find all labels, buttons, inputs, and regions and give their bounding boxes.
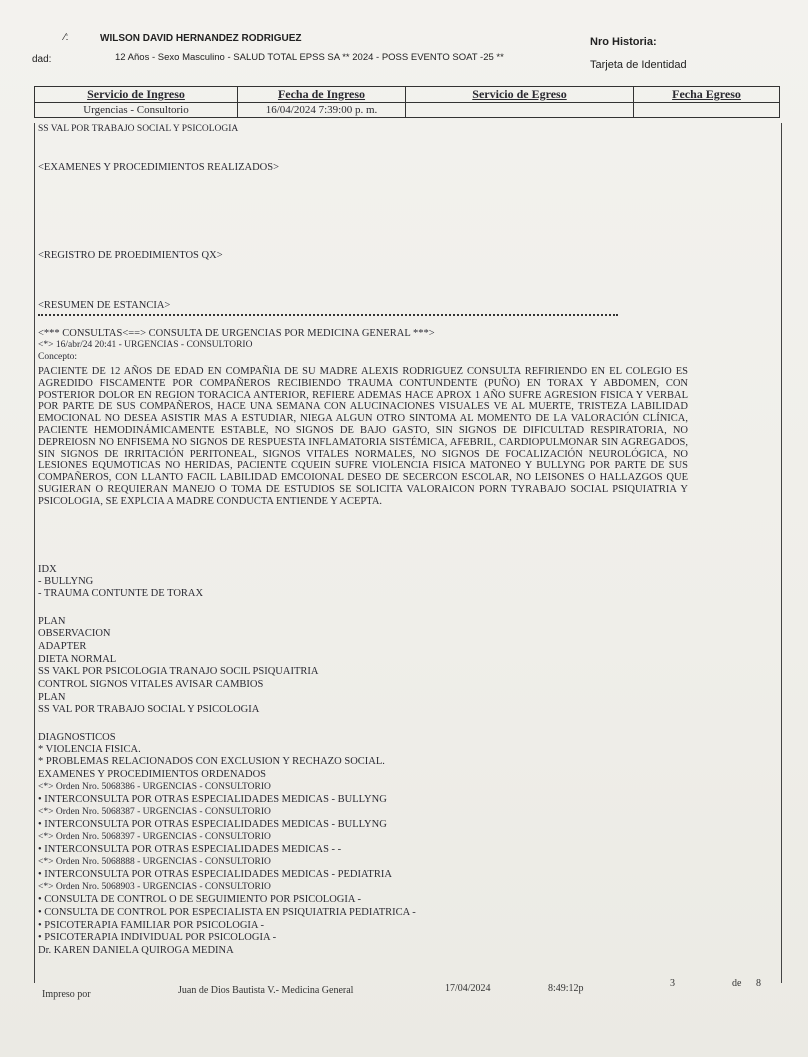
page-number: 3	[670, 978, 675, 989]
patient-name: WILSON DAVID HERNANDEZ RODRIGUEZ	[100, 33, 302, 44]
col-service-out: Servicio de Egreso	[406, 87, 634, 103]
extra-item: • CONSULTA DE CONTROL POR ESPECIALISTA EN PSIQUIATRIA PEDIATRICA -	[38, 907, 416, 918]
idx-item: - TRAUMA CONTUNTE DE TORAX	[38, 588, 204, 599]
registry-heading: <REGISTRO DE PROEDIMIENTOS QX>	[38, 250, 223, 261]
print-time: 8:49:12p	[548, 983, 584, 994]
orders-title: EXAMENES Y PROCEDIMIENTOS ORDENADOS	[38, 769, 266, 780]
doctor-name: Dr. KAREN DANIELA QUIROGA MEDINA	[38, 945, 234, 956]
page-of-label: de	[732, 978, 742, 989]
cell-date-in: 16/04/2024 7:39:00 p. m.	[238, 103, 406, 118]
top-line: SS VAL POR TRABAJO SOCIAL Y PSICOLOGIA	[38, 124, 239, 134]
plan-line: PLAN	[38, 692, 66, 703]
diag-title: DIAGNOSTICOS	[38, 732, 116, 743]
order-item: • INTERCONSULTA POR OTRAS ESPECIALIDADES MEDICAS - BULLYNG	[38, 794, 387, 805]
idx-item: - BULLYNG	[38, 576, 94, 587]
plan-line: ADAPTER	[38, 641, 87, 652]
dotted-separator	[38, 314, 618, 316]
order-number: <*> Orden Nro. 5068397 - URGENCIAS - CONSULTORIO	[38, 832, 271, 842]
diag-item: * VIOLENCIA FISICA.	[38, 744, 141, 755]
concept-text: PACIENTE DE 12 AÑOS DE EDAD EN COMPAÑIA DE SU MADRE ALEXIS RODRIGUEZ CONSULTA REFIRIENDO EN EL COLEGIO ES AGREDIDO FISCAMENTE POR COMPAÑEROS RECIBIENDO TRAUMA CONTUNDENTE (PUÑO) EN TORAX Y ABDOMEN, CON POSTERIOR DOLOR EN REGION TORACICA ANTERIOR, REFIERE ADEMAS HACE APROX 1 AÑO SUFRE AGRESION FISICA Y VERBAL POR PARTE DE SUS COMPAÑEROS, HACE UNA SEMANA CON ALUCINACIONES VISUALES VE AL MUERTE, TRISTEZA LABILIDAD EMOCIONAL NO DESEA ASISTIR MAS A ESTUDIAR, NIEGA ALGUN OTRO SINTOMA AL MOMENTO DE LA VALORACIÓN CLÍNICA, PACIENTE HEMODINÁMICAMENTE ESTABLE, NO SIGNOS DE BAJO GASTO, SIN SIGNOS DE DIFICULTAD RESPIRATORIA, NO DEPREIOSN NO ENFISEMA NO SIGNOS DE RESPUESTA INFLAMATORIA SISTÉMICA, AFEBRIL, CARDIOPULMONAR SIN AGREGADOS, SIN SIGNOS DE IRRITACIÓN PERITONEAL, SIGNOS VITALES NORMALES, NO SIGNOS DE FOCALIZACIÓN NEUROLÓGICA, NO LESIONES EQUMOTICAS NO HERIDAS, PACIENTE CQUEIN SUFRE VIOLENCIA FISICA MATONEO Y BULLYNG POR PARTE DE SUS COMPAÑEROS, CON LLANTO FACIL LABILIDAD EMCOIONAL DESEO DE SECERCON ESCOLAR, NO LEISONES O HALLAZGOS QUE SUGIERAN O REQUIERAN MANEJO O TOMA DE ESTUDIOS SE SOLICITA VALORAICON PORN TYRABAJO SOCIAL PSIQUIATRIA Y PSICOLOGIA, SE EXPLCIA A MADRE CONDUCTA ENTIENDE Y ACEPTA.	[38, 366, 688, 507]
cell-service-out	[406, 103, 634, 118]
diag-item: * PROBLEMAS RELACIONADOS CON EXCLUSION Y RECHAZO SOCIAL.	[38, 756, 385, 767]
plan-line: PLAN	[38, 616, 66, 627]
service-table-header	[35, 87, 780, 103]
header-mark: ⁄:	[64, 32, 69, 43]
history-label: Nro Historia:	[590, 36, 657, 48]
summary-heading: <RESUMEN DE ESTANCIA>	[38, 300, 171, 311]
plan-line: DIETA NORMAL	[38, 654, 117, 665]
page-total: 8	[756, 978, 761, 989]
order-item: • CONSULTA DE CONTROL O DE SEGUIMIENTO POR PSICOLOGIA -	[38, 894, 362, 905]
cell-date-out	[634, 103, 780, 118]
consult-line: <*** CONSULTAS<==> CONSULTA DE URGENCIAS POR MEDICINA GENERAL ***>	[38, 328, 435, 339]
plan-line: SS VAKL POR PSICOLOGIA TRANAJO SOCIL PSIQUAITRIA	[38, 666, 319, 677]
age-info: 12 Años - Sexo Masculino - SALUD TOTAL EPSS SA ** 2024 - POSS EVENTO SOAT -25 **	[115, 52, 504, 63]
plan-line: OBSERVACION	[38, 628, 111, 639]
order-number: <*> Orden Nro. 5068903 - URGENCIAS - CONSULTORIO	[38, 882, 271, 892]
idx-title: IDX	[38, 564, 57, 575]
order-item: • INTERCONSULTA POR OTRAS ESPECIALIDADES MEDICAS - PEDIATRIA	[38, 869, 392, 880]
service-table	[34, 86, 780, 118]
print-date: 17/04/2024	[445, 983, 491, 994]
order-number: <*> Orden Nro. 5068386 - URGENCIAS - CONSULTORIO	[38, 782, 271, 792]
service-table-row	[35, 103, 780, 118]
consult-date: <*> 16/abr/24 20:41 - URGENCIAS - CONSULTORIO	[38, 340, 253, 350]
printed-by-label: Impreso por	[42, 989, 91, 1000]
col-date-out: Fecha Egreso	[634, 87, 780, 103]
exams-heading: <EXAMENES Y PROCEDIMIENTOS REALIZADOS>	[38, 162, 279, 173]
extra-item: • PSICOTERAPIA INDIVIDUAL POR PSICOLOGIA -	[38, 932, 277, 943]
id-type: Tarjeta de Identidad	[590, 59, 687, 71]
age-label: dad:	[32, 54, 52, 65]
order-item: • INTERCONSULTA POR OTRAS ESPECIALIDADES MEDICAS - -	[38, 844, 342, 855]
col-date-in: Fecha de Ingreso	[238, 87, 406, 103]
plan-line: SS VAL POR TRABAJO SOCIAL Y PSICOLOGIA	[38, 704, 260, 715]
order-number: <*> Orden Nro. 5068888 - URGENCIAS - CONSULTORIO	[38, 857, 271, 867]
concept-label: Concepto:	[38, 352, 78, 362]
col-service-in: Servicio de Ingreso	[35, 87, 238, 103]
plan-line: CONTROL SIGNOS VITALES AVISAR CAMBIOS	[38, 679, 264, 690]
order-item: • INTERCONSULTA POR OTRAS ESPECIALIDADES MEDICAS - BULLYNG	[38, 819, 387, 830]
extra-item: • PSICOTERAPIA FAMILIAR POR PSICOLOGIA -	[38, 920, 265, 931]
order-number: <*> Orden Nro. 5068387 - URGENCIAS - CONSULTORIO	[38, 807, 271, 817]
printed-by: Juan de Dios Bautista V.- Medicina General	[178, 985, 354, 996]
cell-service-in: Urgencias - Consultorio	[35, 103, 238, 118]
